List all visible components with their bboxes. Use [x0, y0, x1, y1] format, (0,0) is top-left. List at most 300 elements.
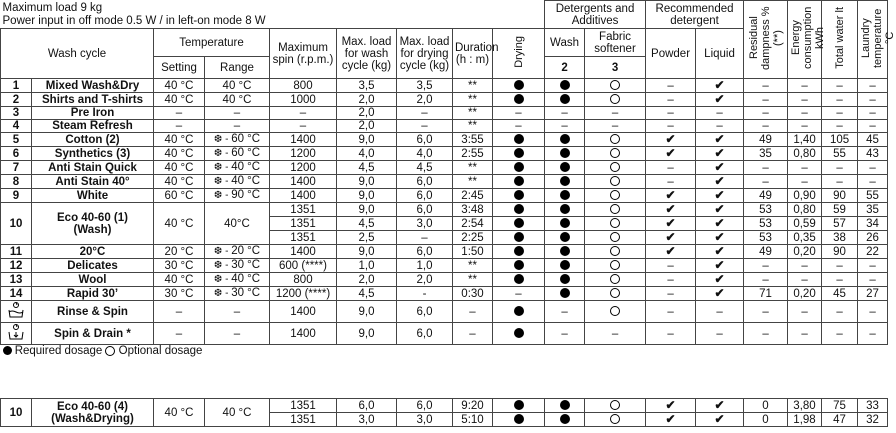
- cycle-number-cell: 7: [1, 161, 32, 175]
- duration-cell: 9:20: [453, 399, 493, 413]
- liquid-header: Liquid: [696, 29, 744, 79]
- range-cell: –: [205, 120, 270, 133]
- table-row: [1, 161, 888, 175]
- residual-cell: 0: [744, 399, 788, 413]
- powder-cell: [646, 217, 696, 231]
- energy-cell: 0,20: [788, 287, 822, 301]
- wash-cell: –: [545, 301, 585, 323]
- laundry-temp-cell: –: [858, 93, 888, 107]
- cycle-name-cell: Delicates: [32, 259, 154, 273]
- wash-cell: –: [545, 120, 585, 133]
- required-dosage-dot-icon: [560, 94, 570, 104]
- energy-cell: –: [788, 79, 822, 93]
- powder-cell: –: [646, 175, 696, 189]
- duration-cell: **: [453, 107, 493, 120]
- required-dosage-dot-icon: [560, 274, 570, 284]
- softener-cell: [585, 161, 646, 175]
- table-row: [1, 259, 888, 273]
- optional-dosage-ring-icon: [610, 204, 620, 214]
- laundry-temp-cell: –: [858, 273, 888, 287]
- water-cell: 59: [822, 203, 858, 217]
- wash-header: Wash: [545, 29, 585, 57]
- max-load-wash-cell: 4,5: [337, 217, 397, 231]
- energy-cell: –: [788, 301, 822, 323]
- required-dosage-dot-icon: [560, 148, 570, 158]
- max-load-wash-cell: 6,0: [337, 399, 397, 413]
- max-load-dry-header: Max. load for drying cycle (kg): [397, 29, 453, 79]
- liquid-cell: [696, 259, 744, 273]
- max-spin-cell: 1000: [270, 93, 337, 107]
- max-spin-cell: –: [270, 107, 337, 120]
- cold-snowflake-icon: ❆ -: [213, 148, 232, 159]
- check-icon: ✔: [665, 244, 676, 258]
- water-cell: 38: [822, 231, 858, 245]
- powder-cell: [646, 245, 696, 259]
- powder-cell: –: [646, 287, 696, 301]
- drying-cell: [493, 217, 545, 231]
- laundry-temp-cell: 22: [858, 245, 888, 259]
- duration-cell: 2:45: [453, 189, 493, 203]
- duration-cell: **: [453, 93, 493, 107]
- cycle-name-line: (Wash&Drying): [51, 412, 134, 425]
- cold-snowflake-icon: ❆ -: [213, 190, 232, 201]
- max-load-dry-cell: 2,0: [397, 273, 453, 287]
- max-load-wash-cell: 2,0: [337, 120, 397, 133]
- cycle-number-cell: 11: [1, 245, 32, 259]
- setting-cell: 40 °C: [154, 273, 205, 287]
- setting-cell: 60 °C: [154, 189, 205, 203]
- residual-cell: –: [744, 107, 788, 120]
- max-load-wash-cell: 9,0: [337, 245, 397, 259]
- check-icon: ✔: [665, 412, 676, 426]
- table-row: [1, 93, 888, 107]
- cold-snowflake-icon: ❆ -: [213, 176, 232, 187]
- water-cell: –: [822, 273, 858, 287]
- cycle-number-cell: 13: [1, 273, 32, 287]
- table-row: [1, 245, 888, 259]
- cycle-name-line: (Wash): [73, 223, 112, 236]
- softener-cell: [585, 259, 646, 273]
- required-dosage-dot-icon: [514, 176, 524, 186]
- table-row: [1, 147, 888, 161]
- table-row: [1, 323, 888, 345]
- table-row: [1, 203, 888, 217]
- max-load-note: Maximum load 9 kg: [2, 1, 103, 14]
- residual-cell: 49: [744, 133, 788, 147]
- max-load-dry-cell: 6,0: [397, 245, 453, 259]
- cycle-name-cell: Pre Iron: [32, 107, 154, 120]
- softener-cell: [585, 93, 646, 107]
- residual-cell: –: [744, 161, 788, 175]
- max-load-dry-cell: 1,0: [397, 259, 453, 273]
- powder-cell: [646, 231, 696, 245]
- powder-cell: –: [646, 107, 696, 120]
- required-dosage-dot-icon: [514, 414, 524, 424]
- detergents-header: Detergents and Additives: [545, 1, 646, 29]
- optional-dosage-ring-icon: [610, 246, 620, 256]
- softener-cell: [585, 203, 646, 217]
- check-icon: ✔: [714, 244, 725, 258]
- required-dosage-dot-icon: [514, 162, 524, 172]
- required-dosage-dot-icon: [514, 218, 524, 228]
- drying-cell: –: [493, 120, 545, 133]
- check-icon: ✔: [714, 412, 725, 426]
- duration-cell: **: [453, 79, 493, 93]
- check-icon: ✔: [665, 132, 676, 146]
- max-load-dry-cell: 6,0: [397, 133, 453, 147]
- wash-cell: [545, 189, 585, 203]
- max-spin-header: Maximum spin (r.p.m.): [270, 29, 337, 79]
- liquid-cell: [696, 161, 744, 175]
- drying-cell: [493, 161, 545, 175]
- cycle-number-cell: 14: [1, 287, 32, 301]
- duration-cell: 2:55: [453, 147, 493, 161]
- cycle-number-cell: [1, 323, 32, 345]
- cold-snowflake-icon: ❆ -: [213, 134, 232, 145]
- drying-cell: [493, 147, 545, 161]
- required-dosage-dot-icon: [560, 218, 570, 228]
- max-spin-cell: 800: [270, 273, 337, 287]
- cycle-name-line: Eco 40-60 (4): [57, 400, 128, 413]
- energy-cell: 3,80: [788, 399, 822, 413]
- cycle-name-cell: Cotton (2): [32, 133, 154, 147]
- wash-cell: [545, 147, 585, 161]
- water-cell: 75: [822, 399, 858, 413]
- max-spin-cell: 1400: [270, 189, 337, 203]
- cycle-name-cell: Rinse & Spin: [32, 301, 154, 323]
- laundry-temp-header: Laundry temperature °C: [858, 1, 888, 79]
- required-dosage-dot-icon: [514, 134, 524, 144]
- energy-cell: –: [788, 259, 822, 273]
- liquid-cell: –: [696, 120, 744, 133]
- drying-cell: [493, 399, 545, 413]
- residual-cell: –: [744, 259, 788, 273]
- max-spin-cell: 1400: [270, 175, 337, 189]
- legend-row: [1, 345, 888, 358]
- laundry-temp-cell: 55: [858, 189, 888, 203]
- cycle-name-cell: Rapid 30’: [32, 287, 154, 301]
- laundry-temp-cell: 27: [858, 287, 888, 301]
- max-spin-cell: 1400: [270, 133, 337, 147]
- range-cell: ❆ - 60 °C: [205, 147, 270, 161]
- residual-cell: 53: [744, 203, 788, 217]
- check-icon: ✔: [714, 174, 725, 188]
- dosage-legend: [1, 345, 888, 358]
- cycle-number-cell: 10: [1, 399, 32, 427]
- max-load-wash-cell: 4,0: [337, 147, 397, 161]
- max-spin-cell: 1351: [270, 231, 337, 245]
- duration-cell: **: [453, 175, 493, 189]
- check-icon: ✔: [714, 230, 725, 244]
- max-load-wash-cell: 1,0: [337, 259, 397, 273]
- max-load-wash-cell: 2,5: [337, 231, 397, 245]
- eco-wash-drying-table: [0, 398, 888, 427]
- required-dosage-dot-icon: [560, 288, 570, 298]
- setting-cell: 40 °C: [154, 147, 205, 161]
- check-icon: ✔: [665, 188, 676, 202]
- range-cell: 40 °C: [205, 79, 270, 93]
- setting-cell: 30 °C: [154, 259, 205, 273]
- drying-cell: [493, 203, 545, 217]
- range-cell: 40°C: [205, 203, 270, 245]
- duration-cell: 5:10: [453, 413, 493, 427]
- max-load-dry-cell: 6,0: [397, 203, 453, 217]
- softener-header: Fabric softener: [585, 29, 646, 57]
- laundry-temp-cell: –: [858, 107, 888, 120]
- required-dosage-dot-icon: [514, 204, 524, 214]
- liquid-cell: [696, 413, 744, 427]
- check-icon: ✔: [665, 216, 676, 230]
- check-icon: ✔: [665, 398, 676, 412]
- drying-cell: [493, 93, 545, 107]
- optional-dosage-ring-icon: [610, 414, 620, 424]
- residual-cell: 49: [744, 189, 788, 203]
- check-icon: ✔: [714, 146, 725, 160]
- softener-cell: [585, 217, 646, 231]
- range-cell: –: [205, 107, 270, 120]
- water-cell: 57: [822, 217, 858, 231]
- optional-dosage-ring-icon: [105, 346, 115, 356]
- laundry-temp-cell: 43: [858, 147, 888, 161]
- max-load-dry-cell: 3,0: [397, 217, 453, 231]
- drying-cell: [493, 413, 545, 427]
- max-spin-cell: 800: [270, 79, 337, 93]
- required-dosage-dot-icon: [514, 306, 524, 316]
- setting-cell: 40 °C: [154, 93, 205, 107]
- drying-cell: [493, 323, 545, 345]
- water-cell: –: [822, 79, 858, 93]
- softener-cell: [585, 399, 646, 413]
- max-load-wash-cell: 3,5: [337, 79, 397, 93]
- cycle-name-cell: Mixed Wash&Dry: [32, 79, 154, 93]
- max-load-wash-cell: 2,0: [337, 107, 397, 120]
- water-cell: 55: [822, 147, 858, 161]
- wash-cell: [545, 203, 585, 217]
- required-dosage-dot-icon: [560, 246, 570, 256]
- cycle-name-cell: Anti Stain 40°: [32, 175, 154, 189]
- wash-compartment-number: 2: [545, 57, 585, 79]
- residual-cell: –: [744, 79, 788, 93]
- laundry-temp-cell: 32: [858, 413, 888, 427]
- wash-cell: [545, 161, 585, 175]
- drying-cell: [493, 301, 545, 323]
- liquid-cell: [696, 79, 744, 93]
- wash-cycle-header: Wash cycle: [1, 29, 154, 79]
- setting-cell: –: [154, 323, 205, 345]
- range-cell: ❆ - 40 °C: [205, 175, 270, 189]
- liquid-cell: –: [696, 107, 744, 120]
- powder-cell: –: [646, 120, 696, 133]
- powder-cell: [646, 147, 696, 161]
- optional-dosage-ring-icon: [610, 162, 620, 172]
- cold-snowflake-icon: ❆ -: [213, 274, 232, 285]
- spin-drain-icon: [6, 323, 26, 344]
- drying-cell: [493, 189, 545, 203]
- range-header: Range: [205, 57, 270, 79]
- duration-cell: –: [453, 301, 493, 323]
- check-icon: ✔: [714, 92, 725, 106]
- range-cell: ❆ - 60 °C: [205, 133, 270, 147]
- softener-cell: [585, 287, 646, 301]
- softener-compartment-number: 3: [585, 57, 646, 79]
- required-dosage-dot-icon: [560, 190, 570, 200]
- drying-cell: [493, 79, 545, 93]
- required-dosage-dot-icon: [560, 162, 570, 172]
- softener-cell: [585, 231, 646, 245]
- table-row: [1, 133, 888, 147]
- required-dosage-dot-icon: [560, 80, 570, 90]
- liquid-cell: –: [696, 323, 744, 345]
- liquid-cell: [696, 399, 744, 413]
- duration-cell: **: [453, 273, 493, 287]
- recommended-header: Recommended detergent: [646, 1, 744, 29]
- max-load-dry-cell: 6,0: [397, 323, 453, 345]
- range-cell: 40 °C: [205, 399, 270, 427]
- liquid-cell: [696, 203, 744, 217]
- laundry-temp-cell: –: [858, 79, 888, 93]
- cycle-name-cell: [32, 399, 154, 427]
- softener-cell: [585, 79, 646, 93]
- max-load-wash-cell: 2,0: [337, 273, 397, 287]
- setting-cell: 40 °C: [154, 175, 205, 189]
- wash-cell: [545, 217, 585, 231]
- residual-cell: –: [744, 93, 788, 107]
- required-dosage-dot-icon: [560, 134, 570, 144]
- setting-cell: –: [154, 301, 205, 323]
- rinse-spin-icon: [6, 301, 26, 322]
- check-icon: ✔: [665, 202, 676, 216]
- setting-cell: –: [154, 107, 205, 120]
- cycle-number-cell: 3: [1, 107, 32, 120]
- softener-cell: [585, 189, 646, 203]
- max-load-dry-cell: 4,0: [397, 147, 453, 161]
- required-dosage-label: Required dosage: [11, 345, 106, 357]
- powder-cell: [646, 413, 696, 427]
- softener-cell: [585, 147, 646, 161]
- cycle-name-cell: 20°C: [32, 245, 154, 259]
- table-row: [1, 120, 888, 133]
- check-icon: ✔: [714, 216, 725, 230]
- max-load-dry-cell: 3,5: [397, 79, 453, 93]
- water-cell: 45: [822, 287, 858, 301]
- liquid-cell: [696, 217, 744, 231]
- check-icon: ✔: [714, 258, 725, 272]
- max-spin-cell: 1200 (****): [270, 287, 337, 301]
- required-dosage-dot-icon: [560, 176, 570, 186]
- liquid-cell: [696, 287, 744, 301]
- optional-dosage-ring-icon: [610, 274, 620, 284]
- table-row: [1, 399, 888, 413]
- optional-dosage-ring-icon: [610, 218, 620, 228]
- range-cell: 40 °C: [205, 93, 270, 107]
- max-load-wash-cell: 9,0: [337, 175, 397, 189]
- duration-cell: 2:25: [453, 231, 493, 245]
- cycle-number-cell: 4: [1, 120, 32, 133]
- drying-cell: [493, 245, 545, 259]
- max-spin-cell: 1200: [270, 161, 337, 175]
- duration-cell: –: [453, 323, 493, 345]
- check-icon: ✔: [714, 272, 725, 286]
- powder-cell: [646, 399, 696, 413]
- softener-cell: [585, 413, 646, 427]
- range-cell: ❆ - 40 °C: [205, 273, 270, 287]
- table-row: [1, 79, 888, 93]
- check-icon: ✔: [714, 78, 725, 92]
- max-load-wash-cell: 9,0: [337, 203, 397, 217]
- cycle-name-cell: Shirts and T-shirts: [32, 93, 154, 107]
- liquid-cell: [696, 175, 744, 189]
- residual-header: Residual dampness % (**): [744, 1, 788, 79]
- cycle-name-cell: Synthetics (3): [32, 147, 154, 161]
- max-spin-cell: 1400: [270, 301, 337, 323]
- cycle-name-cell: White: [32, 189, 154, 203]
- duration-header: Duration (h : m): [453, 29, 493, 79]
- max-load-dry-cell: 2,0: [397, 93, 453, 107]
- drying-cell: [493, 273, 545, 287]
- cycle-name-cell: Anti Stain Quick: [32, 161, 154, 175]
- max-spin-cell: 1400: [270, 245, 337, 259]
- softener-cell: [585, 133, 646, 147]
- wash-cell: [545, 231, 585, 245]
- cycle-number-cell: 8: [1, 175, 32, 189]
- range-cell: ❆ - 40 °C: [205, 161, 270, 175]
- energy-cell: 0,90: [788, 189, 822, 203]
- residual-cell: 53: [744, 231, 788, 245]
- required-dosage-dot-icon: [560, 260, 570, 270]
- water-cell: –: [822, 259, 858, 273]
- laundry-temp-cell: –: [858, 175, 888, 189]
- cold-snowflake-icon: ❆ -: [213, 260, 232, 271]
- water-cell: –: [822, 301, 858, 323]
- water-cell: 90: [822, 245, 858, 259]
- laundry-temp-cell: –: [858, 120, 888, 133]
- max-load-dry-cell: 6,0: [397, 301, 453, 323]
- duration-cell: 3:55: [453, 133, 493, 147]
- laundry-temp-cell: –: [858, 161, 888, 175]
- duration-cell: **: [453, 259, 493, 273]
- optional-dosage-ring-icon: [610, 306, 620, 316]
- optional-dosage-ring-icon: [610, 288, 620, 298]
- powder-cell: –: [646, 323, 696, 345]
- laundry-temp-cell: 35: [858, 203, 888, 217]
- range-cell: ❆ - 20 °C: [205, 245, 270, 259]
- powder-cell: –: [646, 93, 696, 107]
- cycle-name-line: Eco 40-60 (1): [57, 211, 128, 224]
- required-dosage-dot-icon: [560, 400, 570, 410]
- laundry-temp-cell: 26: [858, 231, 888, 245]
- setting-cell: 40 °C: [154, 161, 205, 175]
- setting-cell: –: [154, 120, 205, 133]
- setting-cell: 40 °C: [154, 133, 205, 147]
- optional-dosage-ring-icon: [610, 148, 620, 158]
- cold-snowflake-icon: ❆ -: [213, 246, 232, 257]
- drying-cell: [493, 175, 545, 189]
- max-spin-cell: 1351: [270, 217, 337, 231]
- cycle-number-cell: 2: [1, 93, 32, 107]
- water-cell: 90: [822, 189, 858, 203]
- residual-cell: 49: [744, 245, 788, 259]
- water-cell: –: [822, 175, 858, 189]
- required-dosage-dot-icon: [514, 274, 524, 284]
- check-icon: ✔: [714, 398, 725, 412]
- optional-dosage-ring-icon: [610, 260, 620, 270]
- residual-cell: –: [744, 301, 788, 323]
- setting-header: Setting: [154, 57, 205, 79]
- duration-cell: 3:48: [453, 203, 493, 217]
- max-load-dry-cell: 6,0: [397, 399, 453, 413]
- check-icon: ✔: [714, 160, 725, 174]
- residual-cell: 71: [744, 287, 788, 301]
